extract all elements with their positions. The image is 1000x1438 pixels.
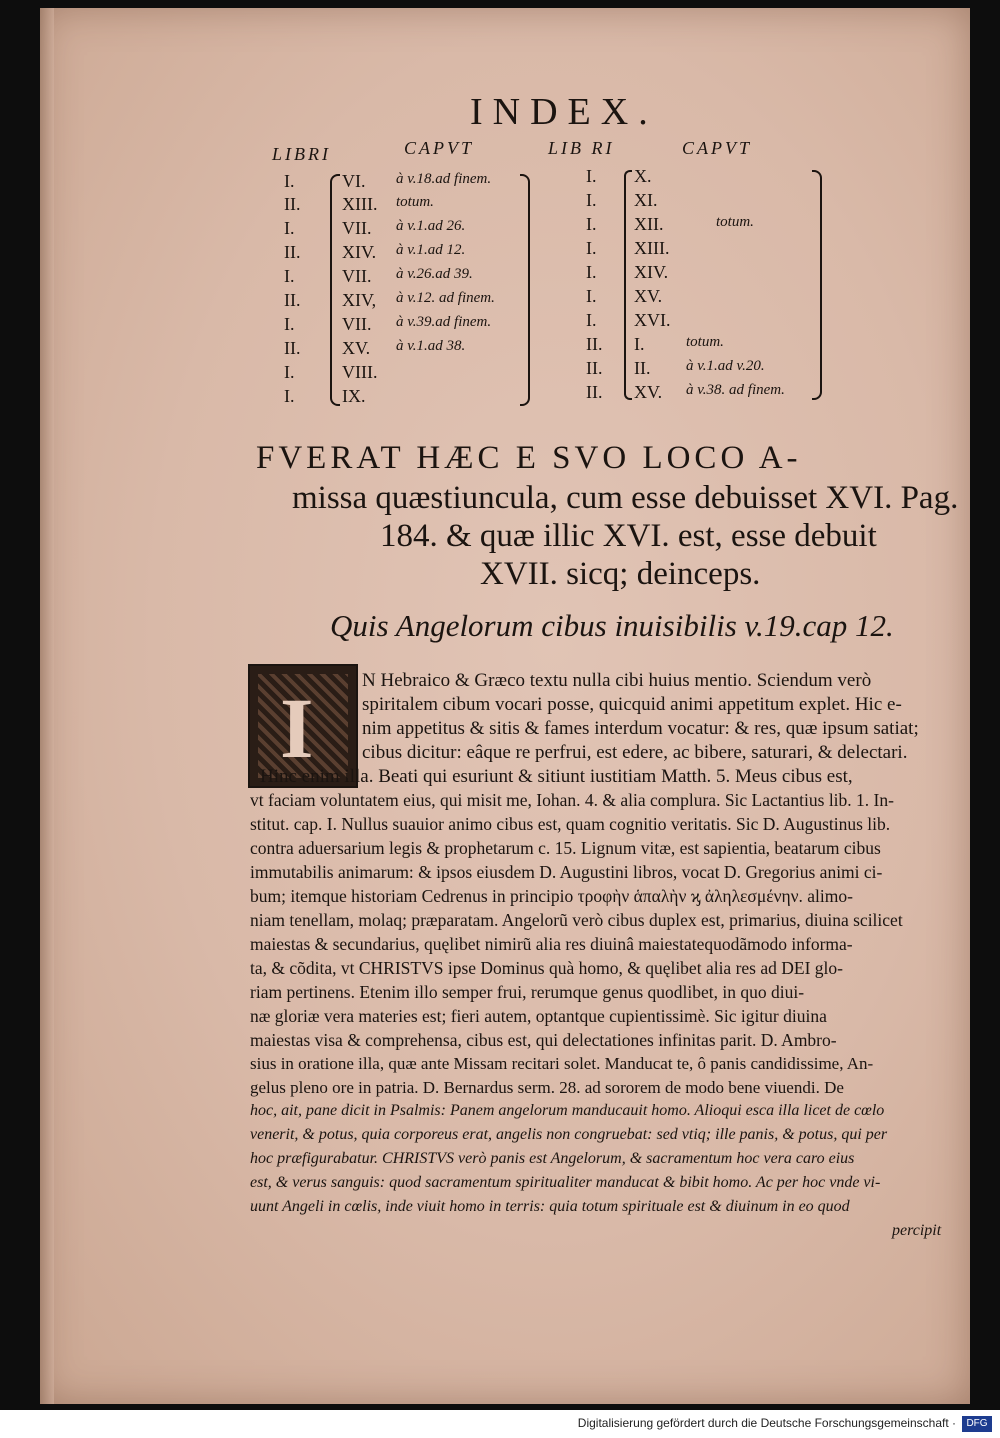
- caput-cell: IX.: [342, 386, 366, 406]
- caput-cell: XII.: [634, 214, 664, 234]
- body-line: maiestas visa & comprehensa, cibus est, qui delectationes infinitas parit. D. Ambro-: [250, 1030, 837, 1050]
- caput-cell: VII.: [342, 266, 372, 286]
- range-cell: à v.1.ad 12.: [396, 242, 466, 258]
- caput-cell: XV.: [634, 286, 663, 306]
- body-line: contra aduersarium legis & prophetarum c. 15. Lignum vitæ, est sapientia, beatarum cibus: [250, 838, 881, 858]
- libri-cell: I.: [284, 266, 295, 286]
- body-line: N Hebraico & Græco textu nulla cibi huius mentio. Sciendum verò: [362, 670, 872, 691]
- body-line: immutabilis animarum: & ipsos eiusdem D. Augustini libros, vocat D. Gregorius animi ci-: [250, 862, 883, 882]
- notice-line-1: FVERAT HÆC E SVO LOCO A-: [256, 440, 802, 476]
- range-cell: à v.26.ad 39.: [396, 266, 473, 282]
- libri-cell: I.: [284, 362, 295, 382]
- libri-cell: I.: [284, 386, 295, 406]
- libri-cell: I.: [586, 166, 597, 186]
- libri-cell: I.: [586, 286, 597, 306]
- caput-cell: VII.: [342, 218, 372, 238]
- catchword: percipit: [892, 1222, 942, 1239]
- range-cell: à v.1.ad v.20.: [686, 358, 765, 374]
- caput-cell: XIII.: [342, 194, 378, 214]
- question-title: Quis Angelorum cibus inuisibilis v.19.cap 12.: [330, 608, 894, 643]
- notice-line-3: 184. & quæ illic XVI. est, esse debuit: [380, 518, 877, 554]
- libri-cell: I.: [284, 314, 295, 334]
- libri-cell: II.: [284, 242, 301, 262]
- caput-cell: VIII.: [342, 362, 378, 382]
- body-line: vt faciam voluntatem eius, qui misit me, Iohan. 4. & alia complura. Sic Lactantius lib. 1. In-: [250, 790, 894, 810]
- range-cell: à v.1.ad 26.: [396, 218, 466, 234]
- initial-letter: I: [280, 680, 314, 776]
- footer-credit: Digitalisierung gefördert durch die Deutsche Forschungsgemeinschaft ·: [577, 1416, 956, 1430]
- caput-header-right: CAPVT: [682, 138, 753, 158]
- caput-cell: I.: [634, 334, 645, 354]
- right-bracket: [812, 170, 822, 400]
- libri-cell: I.: [586, 190, 597, 210]
- right-bracket: [520, 174, 530, 406]
- caput-cell: X.: [634, 166, 652, 186]
- range-cell: totum.: [716, 214, 754, 230]
- range-cell: à v.12. ad finem.: [396, 290, 495, 306]
- caput-cell: XV.: [342, 338, 371, 358]
- libri-cell: I.: [586, 214, 597, 234]
- body-line: uunt Angeli in cœlis, inde viuit homo in terris: quia totum spirituale est & diuinum in eo quod: [250, 1198, 850, 1215]
- libri-header-left: LIBRI: [272, 144, 331, 164]
- caput-cell: VI.: [342, 171, 366, 191]
- dfg-logo: DFG: [962, 1416, 992, 1432]
- caput-cell: XIII.: [634, 238, 670, 258]
- range-cell: à v.18.ad finem.: [396, 171, 492, 187]
- index-title: INDEX.: [470, 91, 658, 133]
- body-line: Hinc enim illa. Beati qui esuriunt & sitiunt iustitiam Matth. 5. Meus cibus est,: [260, 766, 853, 787]
- caput-cell: XV.: [634, 382, 663, 402]
- body-line: næ gloriæ vera materies est; fieri autem, optantque cupientissimè. Sic igitur diuina: [250, 1006, 827, 1026]
- libri-cell: I.: [586, 262, 597, 282]
- body-line: bum; itemque historiam Cedrenus in principio τροφὴν ἁπαλὴν ϗ ἀληλεσμένην. alimo-: [250, 886, 853, 906]
- body-line: sius in oratione illa, quæ ante Missam recitari solet. Manducat te, ô panis candidissime, An-: [250, 1054, 874, 1073]
- digitization-footer: [0, 1410, 1000, 1438]
- caput-cell: VII.: [342, 314, 372, 334]
- caput-header-left: CAPVT: [404, 138, 475, 158]
- body-line: maiestas & secundarius, quęlibet nimirũ alia res diuinâ maiestatequodãmodo informa-: [250, 934, 853, 954]
- left-bracket: [330, 174, 340, 406]
- libri-cell: II.: [586, 382, 603, 402]
- libri-cell: II.: [586, 334, 603, 354]
- notice-line-4: XVII. sicq; deinceps.: [480, 556, 761, 592]
- caput-cell: XVI.: [634, 310, 671, 330]
- body-line: riam pertinens. Etenim illo semper frui, rerumque genus quodlibet, in quo diui-: [250, 982, 805, 1002]
- libri-cell: I.: [284, 171, 295, 191]
- body-line: ta, & cõdita, vt CHRISTVS ipse Dominus quà homo, & quęlibet alia res ad DEI glo-: [250, 958, 843, 978]
- range-cell: totum.: [396, 194, 434, 210]
- body-line: hoc præfigurabatur. CHRISTVS verò panis est Angelorum, & sacramentum hoc vera caro eius: [250, 1150, 855, 1167]
- caput-cell: II.: [634, 358, 651, 378]
- libri-cell: I.: [284, 218, 295, 238]
- left-bracket: [624, 170, 632, 400]
- libri-cell: II.: [284, 290, 301, 310]
- range-cell: à v.1.ad 38.: [396, 338, 466, 354]
- body-line: venerit, & potus, quia corporeus erat, angelis non congruebat: sed vtiq; ille panis, & potus, qui per: [250, 1126, 888, 1143]
- libri-cell: I.: [586, 238, 597, 258]
- caput-cell: XIV.: [342, 242, 377, 262]
- body-line: hoc, ait, pane dicit in Psalmis: Panem angelorum manducauit homo. Alioqui esca illa licet de cœlo: [250, 1102, 885, 1119]
- body-line: stitut. cap. I. Nullus suauior animo cibus est, quam cognitio veritatis. Sic D. Augustinus lib.: [250, 814, 891, 834]
- libri-cell: II.: [284, 194, 301, 214]
- libri-cell: I.: [586, 310, 597, 330]
- caput-cell: XI.: [634, 190, 658, 210]
- range-cell: à v.38. ad finem.: [686, 382, 785, 398]
- body-line: cibus dicitur: eâque re perfrui, est edere, ac bibere, saturari, & delectari.: [362, 742, 908, 763]
- body-line: est, & verus sanguis: quod sacramentum spiritualiter manducat & bibit homo. Ac per hoc vnde vi-: [250, 1174, 881, 1191]
- body-line: spiritalem cibum vocari posse, quicquid animi appetitum explet. Hic e-: [362, 694, 902, 715]
- caput-cell: XIV,: [342, 290, 377, 310]
- body-line: niam tenellam, molaq; præparatam. Angelorũ verò cibus duplex est, primarius, diuina scilicet: [250, 910, 903, 930]
- notice-line-2: missa quæstiuncula, cum esse debuisset XVI. Pag.: [292, 480, 959, 516]
- body-line: gelus pleno ore in patria. D. Bernardus serm. 28. ad sororem de modo bene viuendi. De: [250, 1078, 844, 1097]
- range-cell: à v.39.ad finem.: [396, 314, 492, 330]
- libri-cell: II.: [586, 358, 603, 378]
- caput-cell: XIV.: [634, 262, 669, 282]
- body-line: nim appetitus & sitis & fames interdum vocatur: & res, quæ ipsum satiat;: [362, 718, 919, 739]
- range-cell: totum.: [686, 334, 724, 350]
- page-spine-shadow: [40, 8, 54, 1404]
- libri-cell: II.: [284, 338, 301, 358]
- libri-header-right: LIB RI: [548, 138, 615, 158]
